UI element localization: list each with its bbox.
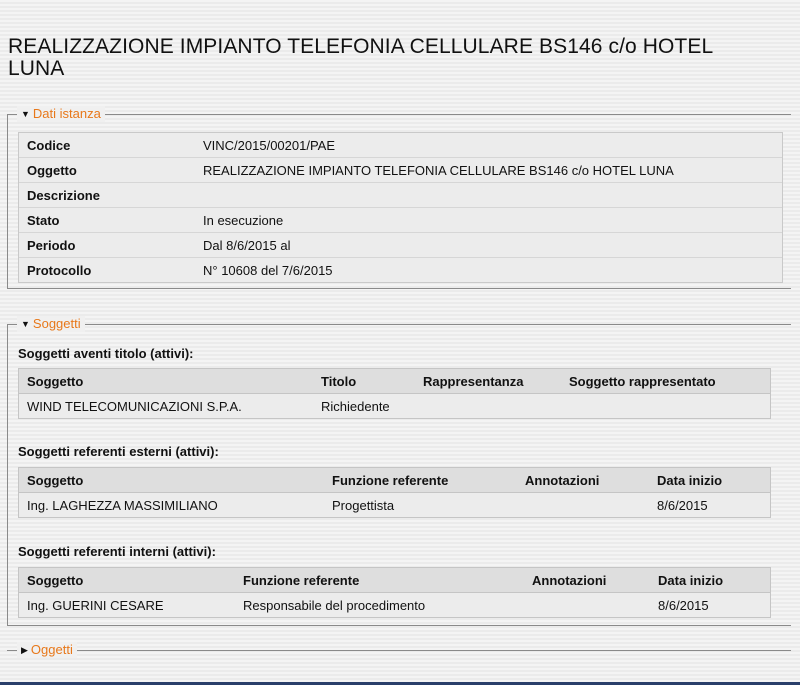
table-row: [19, 233, 782, 258]
triangle-right-icon: ▶: [21, 645, 28, 655]
dati-istanza-toggle[interactable]: [17, 106, 105, 122]
referenti-interni-title: Soggetti referenti interni (attivi):: [18, 544, 216, 559]
field-label: Protocollo: [27, 262, 92, 278]
table-row: [19, 183, 782, 208]
table-cell: [517, 493, 649, 518]
column-header: Titolo: [313, 369, 415, 394]
table-row: [19, 133, 782, 158]
column-header: Funzione referente: [324, 468, 517, 493]
table-row: [19, 258, 782, 283]
table-cell: [561, 394, 771, 419]
field-value: In esecuzione: [195, 208, 782, 233]
soggetti-legend: Soggetti: [32, 316, 81, 331]
table-cell: [524, 593, 650, 618]
table-cell: Richiedente: [313, 394, 415, 419]
column-header: Annotazioni: [524, 568, 650, 593]
table-cell: Progettista: [324, 493, 517, 518]
column-header: Funzione referente: [235, 568, 524, 593]
table-row: [19, 394, 771, 419]
table-cell: 8/6/2015: [650, 593, 771, 618]
table-row: [19, 493, 771, 518]
field-label: Descrizione: [19, 183, 195, 208]
table-cell: Ing. GUERINI CESARE: [19, 593, 236, 618]
column-header: Soggetto: [19, 369, 314, 394]
field-value: Dal 8/6/2015 al: [195, 233, 782, 258]
page-title: REALIZZAZIONE IMPIANTO TELEFONIA CELLULARE BS146 c/o HOTEL LUNA: [8, 35, 713, 80]
triangle-down-icon: ▼: [21, 109, 30, 119]
field-value: REALIZZAZIONE IMPIANTO TELEFONIA CELLULARE BS146 c/o HOTEL LUNA: [195, 158, 782, 183]
field-value: [195, 183, 782, 208]
oggetti-toggle[interactable]: [17, 642, 77, 658]
field-label: Codice: [19, 133, 195, 158]
column-header: Rappresentanza: [415, 369, 561, 394]
field-value: VINC/2015/00201/PAE: [195, 133, 782, 158]
referenti-interni-table: [18, 567, 771, 618]
field-label: Stato: [19, 208, 195, 233]
table-cell: Ing. LAGHEZZA MASSIMILIANO: [19, 493, 325, 518]
table-cell: Responsabile del procedimento: [235, 593, 524, 618]
column-header: Soggetto rappresentato: [561, 369, 771, 394]
dati-istanza-legend: Dati istanza: [32, 106, 101, 121]
table-cell: [415, 394, 561, 419]
column-header: Data inizio: [650, 568, 771, 593]
field-value: N° 10608 del 7/6/2015: [203, 262, 333, 278]
table-header-row: [19, 369, 771, 394]
oggetti-legend: Oggetti: [30, 642, 73, 657]
table-header-row: [19, 468, 771, 493]
aventi-titolo-title: Soggetti aventi titolo (attivi):: [18, 346, 194, 361]
soggetti-fieldset: [7, 316, 791, 626]
table-cell: 8/6/2015: [649, 493, 771, 518]
field-label: Oggetto: [19, 158, 195, 183]
column-header: Soggetto: [19, 468, 325, 493]
dati-istanza-panel: [18, 132, 783, 283]
table-cell: WIND TELECOMUNICAZIONI S.P.A.: [19, 394, 314, 419]
dati-istanza-table: [19, 133, 782, 282]
soggetti-toggle[interactable]: [17, 316, 85, 332]
referenti-esterni-table: [18, 467, 771, 518]
aventi-titolo-table: [18, 368, 771, 419]
column-header: Data inizio: [649, 468, 771, 493]
table-header-row: [19, 568, 771, 593]
column-header: Soggetto: [19, 568, 236, 593]
oggetti-fieldset: [7, 642, 791, 657]
table-row: [19, 208, 782, 233]
table-row: [19, 593, 771, 618]
dati-istanza-fieldset: [7, 106, 791, 289]
column-header: Annotazioni: [517, 468, 649, 493]
field-label: Periodo: [19, 233, 195, 258]
table-row: [19, 158, 782, 183]
referenti-esterni-title: Soggetti referenti esterni (attivi):: [18, 444, 219, 459]
triangle-down-icon: ▼: [21, 319, 30, 329]
